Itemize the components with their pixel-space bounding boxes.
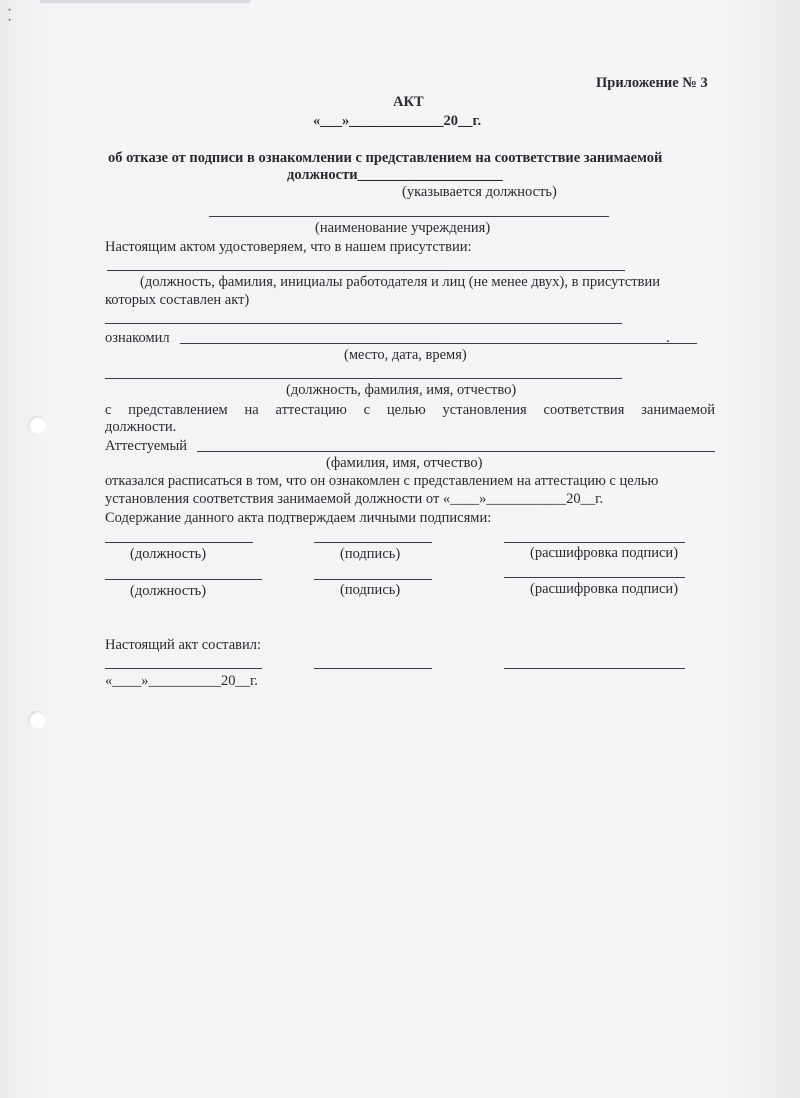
signature-blank bbox=[504, 542, 685, 543]
signature-blank bbox=[105, 579, 262, 580]
attested-label: Аттестуемый bbox=[105, 438, 187, 454]
signature-sign-label: (подпись) bbox=[340, 546, 401, 562]
blank-line bbox=[105, 323, 622, 324]
document-title: АКТ bbox=[393, 94, 424, 110]
signature-blank bbox=[314, 542, 432, 543]
signature-decode-label: (расшифровка подписи) bbox=[530, 545, 679, 561]
composer-blank bbox=[504, 668, 685, 669]
signature-decode-label: (расшифровка подписи) bbox=[530, 581, 679, 597]
hint-place: (место, дата, время) bbox=[344, 347, 467, 363]
hint-institution: (наименование учреждения) bbox=[315, 220, 491, 236]
confirm-text: Содержание данного акта подтверждаем личными подписями: bbox=[105, 510, 492, 526]
date-line: «___»_____________20__г. bbox=[313, 113, 482, 129]
signature-blank bbox=[105, 542, 253, 543]
blank-line-institution bbox=[209, 216, 609, 217]
punch-hole bbox=[28, 416, 46, 434]
presentation-text: с представлением на аттестацию с целью установления соответствия занимаемой bbox=[105, 402, 715, 418]
appendix-label: Приложение № 3 bbox=[596, 75, 708, 91]
refused-text: установления соответствия занимаемой должности от «____»___________20__г. bbox=[105, 491, 604, 507]
hint-persons: которых составлен акт) bbox=[105, 292, 250, 308]
presentation-text: должности. bbox=[105, 419, 177, 435]
blank-line-persons bbox=[107, 270, 625, 271]
acquainted-label: ознакомил bbox=[105, 330, 170, 346]
composer-blank bbox=[314, 668, 432, 669]
subject-line: об отказе от подписи в ознакомлении с представлением на соответствие занимаемой bbox=[108, 150, 663, 166]
scan-mark: • bbox=[8, 5, 12, 15]
composer-blank bbox=[105, 668, 262, 669]
hint-fio-position: (должность, фамилия, имя, отчество) bbox=[286, 382, 517, 398]
subject-line: должности____________________ bbox=[287, 167, 503, 183]
hint-persons: (должность, фамилия, инициалы работодателя и лиц (не менее двух), в присутствии bbox=[140, 274, 660, 290]
signature-position-label: (должность) bbox=[130, 546, 207, 562]
hint-fio: (фамилия, имя, отчество) bbox=[326, 455, 483, 471]
final-date-line: «____»__________20__г. bbox=[105, 673, 258, 689]
signature-blank bbox=[504, 577, 685, 578]
blank-line-acquainted bbox=[180, 343, 697, 344]
signature-blank bbox=[314, 579, 432, 580]
period: . bbox=[666, 330, 670, 346]
blank-line-attested bbox=[197, 451, 715, 452]
signature-position-label: (должность) bbox=[130, 583, 207, 599]
hint-position: (указывается должность) bbox=[402, 184, 557, 200]
refused-text: отказался расписаться в том, что он ознакомлен с представлением на аттестацию с целью bbox=[105, 473, 659, 489]
scan-mark: • bbox=[8, 15, 12, 25]
paper-edge-shadow bbox=[40, 0, 250, 3]
punch-hole bbox=[28, 711, 46, 729]
signature-sign-label: (подпись) bbox=[340, 582, 401, 598]
composed-label: Настоящий акт составил: bbox=[105, 637, 261, 653]
intro-text: Настоящим актом удостоверяем, что в нашем присутствии: bbox=[105, 239, 472, 255]
blank-line-fio-position bbox=[105, 378, 622, 379]
